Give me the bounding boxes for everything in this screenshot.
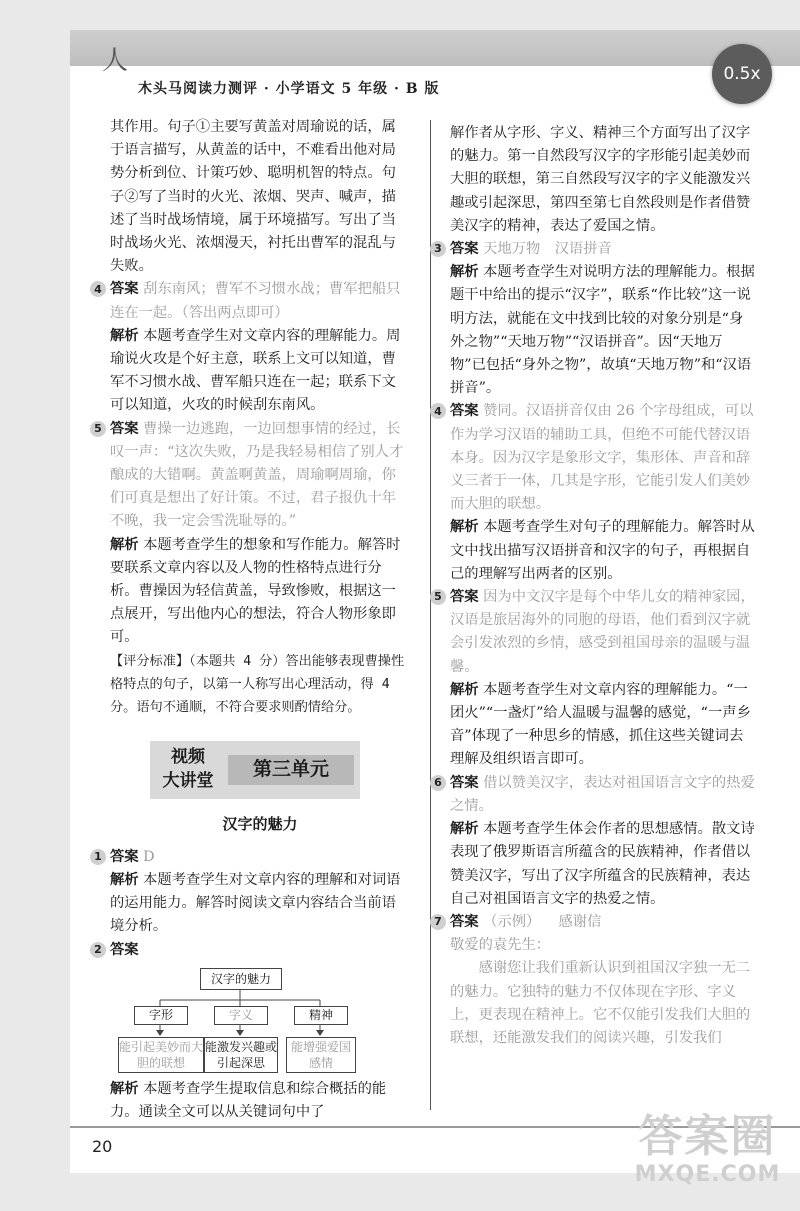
page-number: 20 — [92, 1137, 113, 1156]
answer-label: 答案 — [110, 420, 139, 437]
analysis-text: 本题考查学生对文章内容的理解能力。“一团火”“一盏灯”给人温暖与温馨的感觉，“一声乡音”体现了一种思乡的情感，抓住这些关键词去理解及组织语言即可。 — [450, 681, 751, 768]
site-watermark: 答案圈 MXQE.COM — [634, 1111, 781, 1187]
diagram-root: 汉字的魅力 — [200, 968, 282, 990]
unit-title: 第三单元 — [228, 755, 354, 785]
answer-label: 答案 — [110, 941, 139, 958]
question-number-badge: 6 — [430, 775, 446, 791]
analysis-text: 本题考查学生体会作者的思想感情。散文诗表现了俄罗斯语言所蕴含的民族精神，作者借以赞美汉字，写出了汉字所蕴含的民族精神，表达自己对祖国语言文字的热爱之情。 — [450, 821, 755, 907]
diagram-leaf-spirit: 能增强爱国感情 — [286, 1037, 356, 1073]
analysis-label: 解析 — [450, 264, 479, 281]
analysis-text: 本题考查学生对句子的理解能力。解答时从文中找出描写汉语拼音和汉字的句子，再根据自己的理解写出两者的区别。 — [450, 519, 755, 582]
question-2-continued: 解作者从字形、字义、精神三个方面写出了汉字的魅力。第一自然段写汉字的字形能引起美妙而大胆的联想，第三自然段写汉字的字义能激发兴趣或引起深思，第四至第七自然段则是作者借赞美汉字的精神，表达了爱国之情。 — [450, 125, 751, 234]
video-lecture-label: 视频 大讲堂 — [162, 746, 214, 791]
question-number-badge: 5 — [90, 421, 106, 437]
letter-body: 感谢您让我们重新认识到祖国汉字独一无二的魅力。它独特的魅力不仅体现在字形、字义上，更表现在精神上。它不仅能引发我们大胆的联想，还能激发我们的阅读兴趣，引发我们 — [450, 960, 751, 1046]
answer-text: 赞同。汉语拼音仅由 26 个字母组成，可以作为学习汉语的辅助工具，但绝不可能代替汉语本身。因为汉字是象形文字，集形体、声音和辞义三者于一体，几其是字形，它能引发人们美妙而大胆的联想。 — [450, 403, 754, 513]
analysis-label: 解析 — [110, 872, 139, 889]
diagram-branch-form: 字形 — [134, 1006, 188, 1025]
question-7 — [434, 911, 755, 1050]
lesson-title: 汉字的魅力 — [222, 814, 298, 833]
answer-label: 答案 — [450, 774, 479, 791]
example-tag: （示例） — [483, 913, 541, 930]
answer-text: 借以赞美汉字，表达对祖国语言文字的热爱之情。 — [450, 774, 755, 814]
question-4-left — [94, 278, 410, 417]
zoom-level-button[interactable]: 0.5x — [712, 44, 772, 104]
question-1 — [94, 846, 410, 939]
question-number-badge: 2 — [90, 942, 106, 958]
header-logo-glyph: 人 — [102, 46, 129, 76]
diagram-branch-spirit: 精神 — [294, 1006, 348, 1025]
diagram-branch-meaning: 字义 — [214, 1006, 268, 1025]
analysis-text: 本题考查学生对说明方法的理解能力。根据题干中给出的提示“汉字”，联系“作比较”这一说明方法，就能在文中找到比较的对象分别是“身外之物”“天地万物”“汉语拼音”。因“天地万物”已包括“身外之物”，故填“天地万物”和“汉语拼音”。 — [450, 264, 755, 397]
question-number-badge: 1 — [90, 849, 106, 865]
unit-banner — [150, 741, 360, 799]
right-column — [434, 122, 755, 1050]
answer-label: 答案 — [450, 913, 479, 930]
answer-text: 刮东南风；曹军不习惯水战；曹军把船只连在一起。（答出两点即可） — [110, 281, 401, 321]
column-divider — [430, 120, 431, 1110]
question-number-badge: 5 — [430, 589, 446, 605]
question-3 — [434, 238, 755, 400]
answer-label: 答案 — [450, 241, 479, 258]
analysis-label: 解析 — [450, 681, 479, 698]
book-title: 木头马阅读力测评 · 小学语文 5 年级 · B 版 — [138, 81, 440, 97]
question-5-right — [434, 586, 755, 772]
question-2 — [94, 939, 410, 1125]
question-6 — [434, 772, 755, 911]
analysis-text: 本题考查学生对文章内容的理解和对词语的运用能力。解答时阅读文章内容结合当前语境分析。 — [110, 872, 401, 935]
answer-label: 答案 — [450, 403, 479, 420]
analysis-label: 解析 — [450, 821, 479, 838]
question-number-badge: 4 — [430, 403, 446, 419]
question-number-badge: 7 — [430, 914, 446, 930]
left-column — [94, 116, 410, 1124]
analysis-label: 解析 — [110, 327, 139, 344]
answer-text: D — [143, 848, 155, 865]
analysis-label: 解析 — [450, 519, 479, 536]
diagram-leaf-form: 能引起美妙而大胆的联想 — [118, 1037, 204, 1073]
analysis-label: 解析 — [110, 536, 139, 553]
answer-label: 答案 — [450, 589, 479, 606]
scoring-rubric: 【评分标准】（本题共 4 分）答出能够表现曹操性格特点的句子，以第一人称写出心理活动，得 4 分。语句不通顺，不符合要求则酌情给分。 — [110, 653, 405, 715]
letter-salutation: 敬爱的袁先生： — [450, 937, 551, 954]
analysis-text: 本题考查学生对文章内容的理解能力。周瑜说火攻是个好主意，联系上文可以知道，曹军不习惯水战、曹军船只连在一起；联系下文可以知道，火攻的时候刮东南风。 — [110, 327, 401, 414]
header-bar — [70, 30, 800, 66]
answer-label: 答案 — [110, 281, 139, 298]
analysis-label: 解析 — [110, 1080, 139, 1097]
answer-label: 答案 — [110, 848, 139, 865]
question-4-right — [434, 400, 755, 586]
analysis-text: 本题考查学生的想象和写作能力。解答时要联系文章内容以及人物的性格特点进行分析。曹操因为轻信黄盖，导致惨败，根据这一点展开，写出他内心的想法，符合人物形象即可。 — [110, 536, 401, 646]
answer-text: 天地万物 汉语拼音 — [483, 241, 612, 258]
question-number-badge: 4 — [90, 281, 106, 297]
structure-diagram — [110, 966, 410, 1076]
answer-text: 曹操一边逃跑，一边回想事情的经过，长叹一声：“这次失败，乃是我轻易相信了别人才酿成的大错啊。黄盖啊黄盖，周瑜啊周瑜，你们可真是想出了好计策。不过，君子报仇十年不晚，我一定会雪洗耻辱的。” — [110, 420, 404, 530]
answer-text: 因为中文汉字是每个中华儿女的精神家园，汉语是旅居海外的同胞的母语，他们看到汉字就会引发浓烈的乡情，感受到祖国母亲的温暖与温馨。 — [450, 589, 755, 675]
analysis-text: 本题考查学生提取信息和综合概括的能力。通读全文可以从关键词句中了 — [110, 1080, 387, 1121]
letter-title: 感谢信 — [558, 913, 602, 930]
intro-paragraph: 其作用。句子①主要写黄盖对周瑜说的话，属于语言描写，从黄盖的话中，不难看出他对局势分析到位、计策巧妙、聪明机智的特点。句子②写了当时的火光、浓烟、哭声、喊声，描述了当时战场情境，属于环境描写。写出了当时战场火光、浓烟漫天，衬托出曹军的混乱与失败。 — [110, 119, 396, 275]
diagram-leaf-meaning: 能激发兴趣或引起深思 — [204, 1037, 278, 1073]
question-number-badge: 3 — [430, 241, 446, 257]
question-5-left — [94, 418, 410, 650]
